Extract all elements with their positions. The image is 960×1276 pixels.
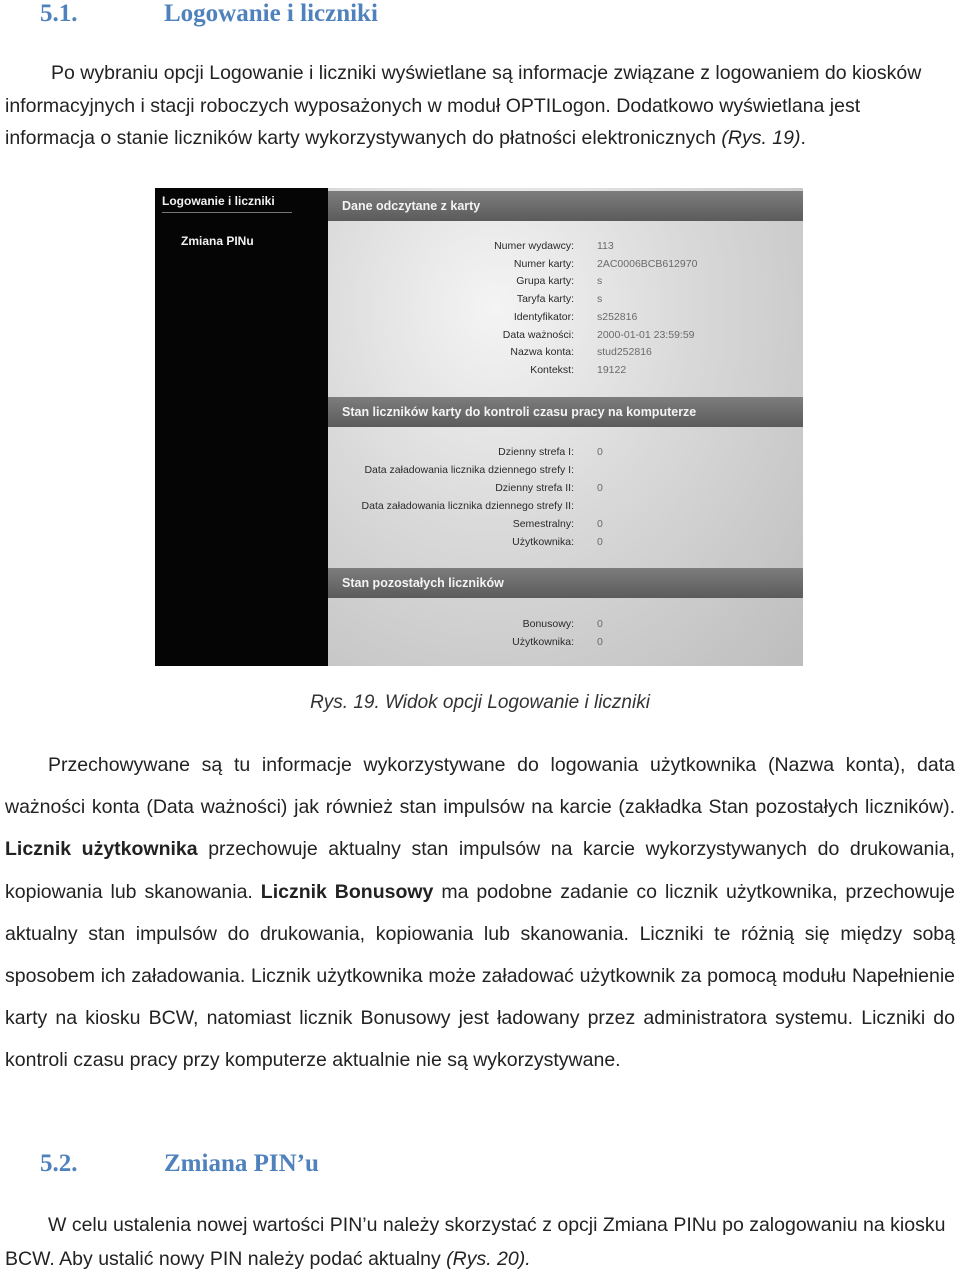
card-field-value: s (597, 293, 603, 306)
bold-licznik-uzytkownika: Licznik użytkownika (5, 838, 198, 861)
intro-end: . (800, 127, 806, 149)
sidebar-item-logowanie: Logowanie i liczniki (162, 194, 292, 213)
time-counter-row (328, 536, 803, 554)
card-field-label: Nazwa konta: (510, 346, 574, 359)
card-field-label: Kontekst: (530, 363, 574, 376)
card-field-label: Identyfikator: (513, 310, 574, 323)
section-title: Logowanie i liczniki (164, 0, 378, 27)
other-counter-value: 0 (597, 618, 603, 630)
other-counter-label: Użytkownika: (512, 636, 574, 648)
card-field-row (328, 364, 803, 382)
time-counter-value: 0 (597, 482, 603, 494)
card-field-row (328, 311, 803, 329)
time-counter-row (328, 446, 803, 464)
card-field-label: Numer karty: (513, 257, 574, 270)
time-counter-row (328, 464, 803, 482)
section-number: 5.1. (40, 0, 78, 27)
section-number-2: 5.2. (40, 1150, 78, 1177)
body-paragraph (5, 744, 955, 1082)
card-field-value: 2000-01-01 23:59:59 (597, 328, 695, 341)
card-field-row (328, 275, 803, 293)
other-counter-row (328, 618, 803, 636)
other-counters-header: Stan pozostałych liczników (328, 568, 803, 598)
body-text-2: przechowuje aktualny stan impulsów na karcie wykorzystywanych do drukowania, kopiowania lub skanowania. (5, 838, 956, 903)
sidebar-item-zmiana-pinu: Zmiana PINu (181, 234, 254, 248)
time-counter-label: Data załadowania licznika dziennego strefy I: (364, 464, 574, 476)
time-counter-label: Dzienny strefa II: (495, 482, 574, 494)
card-field-row (328, 258, 803, 276)
card-field-label: Grupa karty: (516, 275, 574, 288)
time-counter-row (328, 518, 803, 536)
body-text-3: ma podobne zadanie co licznik użytkownika, przechowuje aktualny stan impulsów do drukowania, kopiowania lub skanowania. Liczniki te różnią się między sobą sposobem ich załadowania. Licznik użytkownika może załadować użytkownik za pomocą modułu Napełnienie karty na kiosku BCW, natomiast licznik Bonusowy jest ładowany przez administratora systemu. Liczniki do kontroli czasu pracy przy komputerze aktualnie nie są wykorzystywane. (5, 880, 956, 1072)
pin-paragraph (5, 1208, 955, 1276)
time-counter-value: 0 (597, 536, 603, 548)
card-field-row (328, 240, 803, 258)
card-field-row (328, 329, 803, 347)
bold-licznik-bonusowy: Licznik Bonusowy (260, 880, 434, 903)
intro-text: Po wybraniu opcji Logowanie i liczniki wyświetlane są informacje związane z logowaniem do kiosków informacyjnych i stacji roboczych wyposażonych w moduł OPTILogon. Dodatkowo wyświetlana jest informacja o stanie liczników karty wykorzystywanych do płatności elektronicznych (5, 62, 922, 149)
other-counter-value: 0 (597, 636, 603, 648)
card-field-label: Data ważności: (502, 328, 574, 341)
card-field-value: 19122 (597, 363, 627, 376)
time-counter-value: 0 (597, 518, 603, 530)
card-field-row (328, 346, 803, 364)
time-counter-value: 0 (597, 446, 603, 458)
figure-reference-2: (Rys. 20) (446, 1248, 526, 1270)
figure-caption: Rys. 19. Widok opcji Logowanie i liczniki (310, 692, 650, 713)
time-counter-row (328, 500, 803, 518)
time-counter-row (328, 482, 803, 500)
pin-end: . (525, 1248, 531, 1270)
other-counter-row (328, 636, 803, 654)
body-text-1: Przechowywane są tu informacje wykorzystywane do logowania użytkownika (Nazwa konta), data ważności konta (Data ważności) jak również stan impulsów na karcie (zakładka Stan pozostałych liczników). (5, 754, 955, 819)
card-field-value: stud252816 (597, 346, 652, 359)
intro-paragraph (5, 57, 955, 155)
card-field-value: 2AC0006BCB612970 (597, 257, 698, 270)
time-counter-label: Data załadowania licznika dziennego strefy II: (361, 500, 574, 512)
main-panel (328, 188, 803, 666)
card-field-value: s (597, 275, 603, 288)
card-data-header: Dane odczytane z karty (328, 191, 803, 221)
other-counter-label: Bonusowy: (522, 618, 574, 630)
figure-reference: (Rys. 19) (721, 127, 801, 149)
card-field-value: 113 (597, 240, 614, 252)
time-counter-label: Użytkownika: (512, 536, 574, 548)
card-field-label: Taryfa karty: (516, 293, 574, 306)
section-title-2: Zmiana PIN’u (164, 1150, 319, 1177)
time-counters-header: Stan liczników karty do kontroli czasu pracy na komputerze (328, 397, 803, 427)
sidebar (155, 188, 328, 666)
card-field-row (328, 293, 803, 311)
time-counter-label: Semestralny: (512, 518, 574, 530)
screenshot-figure (155, 188, 803, 666)
card-field-value: s252816 (597, 310, 638, 323)
pin-text: W celu ustalenia nowej wartości PIN’u należy skorzystać z opcji Zmiana PINu po zalogowaniu na kiosku BCW. Aby ustalić nowy PIN należy podać aktualny (5, 1214, 946, 1270)
time-counter-label: Dzienny strefa I: (498, 446, 574, 458)
card-field-label: Numer wydawcy: (494, 240, 574, 252)
